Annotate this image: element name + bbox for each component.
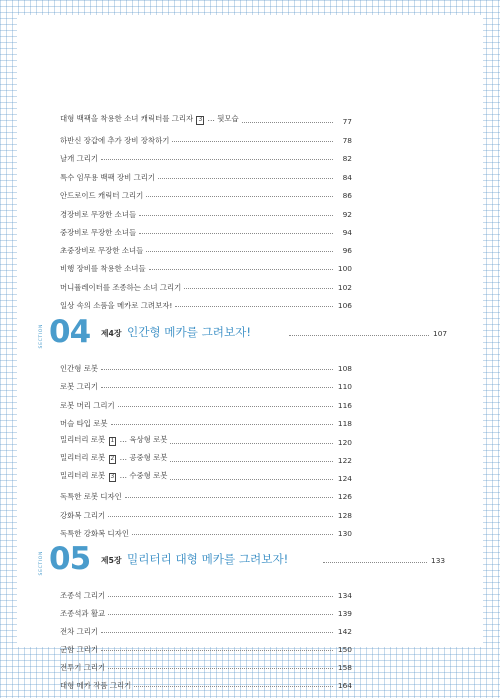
- toc-entry: [60, 130, 352, 144]
- toc-entry: [60, 295, 352, 309]
- dot-leader: [101, 387, 333, 388]
- toc-entry-title: 독특한 강화복 디자인: [60, 528, 129, 538]
- dot-leader: [101, 159, 333, 160]
- toc-page-number: 96: [342, 245, 352, 255]
- toc-page-number: 78: [342, 135, 352, 145]
- toc-page-number: 126: [337, 491, 352, 501]
- number-box: 2: [110, 456, 115, 462]
- section-header: [39, 314, 469, 358]
- dot-leader: [175, 306, 333, 307]
- toc-entry-title: 일상 속의 소품을 메카로 그려보자!: [60, 300, 173, 310]
- dot-leader: [134, 686, 333, 687]
- toc-entry-title: 로봇 머리 그리기: [60, 400, 115, 410]
- toc-entry: [60, 657, 352, 671]
- dot-leader: [108, 516, 333, 517]
- toc-page-number: 150: [337, 644, 352, 654]
- toc-entry-title: 군함 그리기: [60, 644, 99, 654]
- toc-entry-title: 특수 임무용 백팩 장비 그리기: [60, 172, 156, 182]
- toc-page-number: 122: [337, 455, 352, 465]
- toc-page-number: 118: [337, 418, 352, 428]
- dot-leader: [146, 251, 333, 252]
- toc-page-number: 102: [337, 282, 352, 292]
- toc-entry: [60, 204, 352, 218]
- number-box: 1: [110, 438, 115, 444]
- toc-page-number: 120: [337, 437, 352, 447]
- toc-entry: [60, 413, 352, 427]
- toc-page-number: 110: [337, 381, 352, 391]
- dot-leader: [323, 562, 427, 563]
- chapter-page-number: 133: [431, 556, 446, 565]
- dot-leader: [184, 288, 333, 289]
- dot-leader: [170, 461, 333, 462]
- dot-leader: [172, 141, 333, 142]
- toc-entry-title: 대형 메카 작품 그리기: [60, 680, 132, 690]
- dot-leader: [101, 632, 333, 633]
- dot-leader: [139, 215, 333, 216]
- toc-page-number: 82: [342, 153, 352, 163]
- dot-leader: [158, 178, 333, 179]
- toc-entry: [60, 505, 352, 519]
- toc-entry-title: 안드로이드 캐릭터 그리기: [60, 190, 144, 200]
- dot-leader: [101, 369, 333, 370]
- section-number: 05: [49, 541, 91, 577]
- toc-page-number: 86: [342, 190, 352, 200]
- toc-entry: [60, 585, 352, 599]
- toc-entry: [60, 432, 352, 446]
- number-box: 3: [198, 117, 203, 123]
- toc-entry: [60, 258, 352, 272]
- toc-entry-title: 비행 장비를 착용한 소녀들: [60, 263, 146, 273]
- dot-leader: [289, 335, 429, 336]
- toc-entry: [60, 222, 352, 236]
- toc-entry-title: 전차 그리기: [60, 626, 99, 636]
- toc-entry: [60, 468, 352, 482]
- toc-entry: [60, 240, 352, 254]
- dot-leader: [108, 596, 333, 597]
- toc-page-number: 124: [337, 473, 352, 483]
- toc-page-number: 158: [337, 662, 352, 672]
- toc-page-number: 100: [337, 263, 352, 273]
- toc-entry-title: 밀리터리 로봇 3 … 수중형 로봇: [60, 471, 168, 480]
- toc-entry-title: 하반신 장갑에 추가 장비 장착하기: [60, 135, 170, 145]
- dot-leader: [125, 497, 333, 498]
- toc-entry: [60, 376, 352, 390]
- toc-entry: [60, 675, 352, 689]
- toc-page-number: 108: [337, 363, 352, 373]
- toc-entry-title: 머슬 타입 로봇: [60, 418, 108, 428]
- dot-leader: [132, 534, 333, 535]
- chapter-title: 밀리터리 대형 메카를 그려보자!: [127, 552, 289, 566]
- chapter-label: 제4장: [101, 329, 122, 338]
- toc-page-number: 128: [337, 510, 352, 520]
- toc-entry-title: 초중장비로 무장한 소녀들: [60, 245, 144, 255]
- toc-entry-title: 중장비로 무장한 소녀들: [60, 227, 137, 237]
- dot-leader: [149, 269, 333, 270]
- toc-entry: [60, 486, 352, 500]
- toc-entry: [60, 603, 352, 617]
- toc-entry: [60, 277, 352, 291]
- chapter-title: 인간형 메카를 그려보자!: [127, 325, 252, 339]
- dot-leader: [242, 122, 333, 123]
- toc-page-number: 116: [337, 400, 352, 410]
- dot-leader: [139, 233, 333, 234]
- dot-leader: [146, 196, 333, 197]
- dot-leader: [118, 406, 333, 407]
- toc-entry-title: 대형 백팩을 착용한 소녀 캐릭터를 그리자 3 … 뒷모습: [60, 114, 239, 123]
- dot-leader: [108, 668, 333, 669]
- toc-entry-title: 인간형 로봇: [60, 363, 99, 373]
- chapter-page-number: 107: [433, 329, 448, 338]
- dot-leader: [101, 650, 333, 651]
- dot-leader: [111, 424, 333, 425]
- toc-entry-title: 날개 그리기: [60, 153, 99, 163]
- toc-page-number: 130: [337, 528, 352, 538]
- toc-page-number: 142: [337, 626, 352, 636]
- number-box: 3: [110, 474, 115, 480]
- toc-page-number: 139: [337, 608, 352, 618]
- toc-entry-title: 밀리터리 로봇 1 … 육상형 로봇: [60, 435, 168, 444]
- toc-entry: [60, 639, 352, 653]
- section-header: [39, 541, 469, 585]
- toc-entry-title: 전투기 그리기: [60, 662, 106, 672]
- toc-page-number: 94: [342, 227, 352, 237]
- toc-entry-title: 밀리터리 로봇 2 … 공중형 로봇: [60, 453, 168, 462]
- dot-leader: [108, 614, 333, 615]
- toc-entry: [60, 395, 352, 409]
- section-number: 04: [49, 314, 91, 350]
- section-label: SECTION: [39, 551, 44, 576]
- chapter-label: 제5장: [101, 556, 122, 565]
- toc-page-number: 106: [337, 300, 352, 310]
- toc-entry-title: 강화복 그리기: [60, 510, 106, 520]
- toc-page-number: 164: [337, 680, 352, 690]
- dot-leader: [170, 443, 333, 444]
- toc-entry-title: 머니퓰레이터를 조종하는 소녀 그리기: [60, 282, 182, 292]
- toc-page-number: 84: [342, 172, 352, 182]
- dot-leader: [170, 479, 333, 480]
- toc-entry: [60, 167, 352, 181]
- toc-entry: [60, 185, 352, 199]
- toc-entry: [60, 358, 352, 372]
- toc-entry: [60, 621, 352, 635]
- toc-page-number: 77: [342, 116, 352, 126]
- section-label: SECTION: [39, 324, 44, 349]
- toc-entry-title: 경장비로 무장한 소녀들: [60, 209, 137, 219]
- toc-entry: [60, 111, 352, 125]
- toc-page-number: 92: [342, 209, 352, 219]
- toc-entry: [60, 523, 352, 537]
- toc-page-number: 134: [337, 590, 352, 600]
- toc-entry-title: 조종석 그리기: [60, 590, 106, 600]
- toc-entry-title: 독특한 로봇 디자인: [60, 491, 122, 501]
- toc-entry-title: 조종석과 활교: [60, 608, 106, 618]
- toc-entry-title: 로봇 그리기: [60, 381, 99, 391]
- toc-entry: [60, 450, 352, 464]
- document-page: [17, 15, 483, 654]
- toc-entry: [60, 148, 352, 162]
